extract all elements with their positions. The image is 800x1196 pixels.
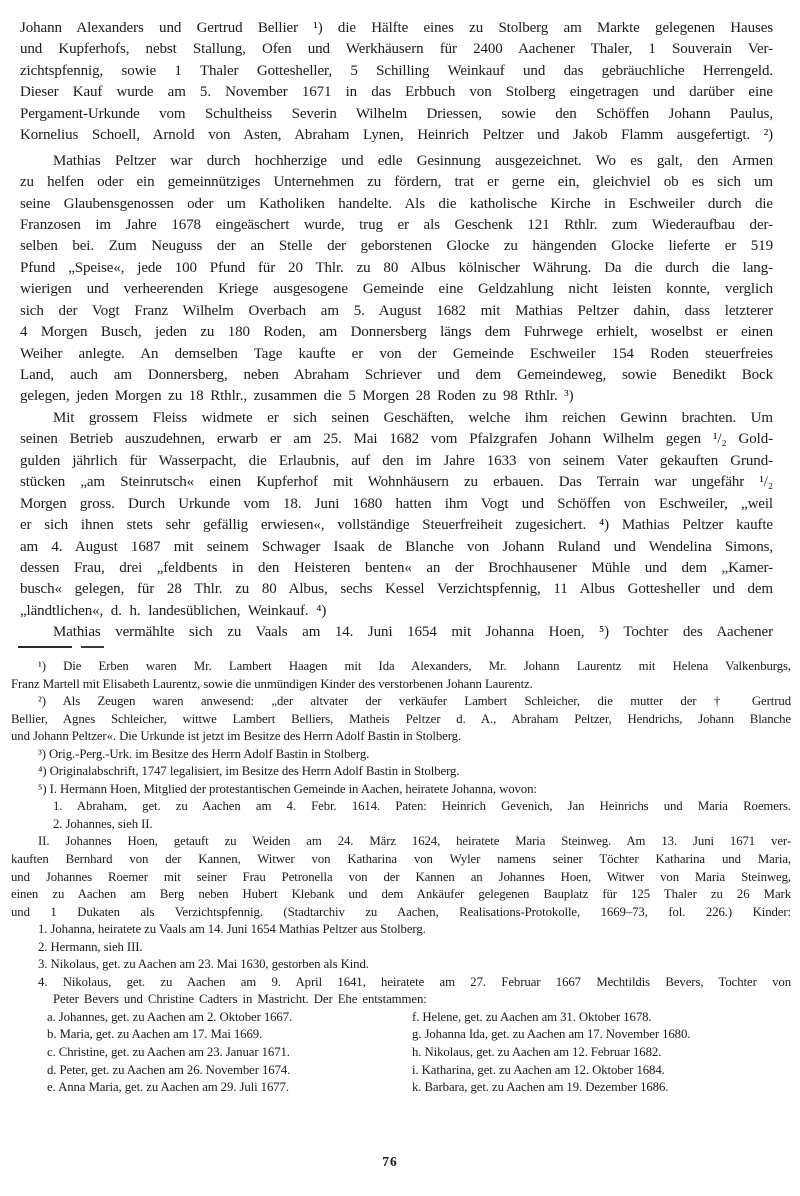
text-line: Weiher anlegte. An demselben Tage kaufte er von der Gemeinde Eschweiler 154 Roden steuerfreies (20, 345, 773, 362)
footnote-column-right: i. Katharina, get. zu Aachen am 12. Oktober 1684. (412, 1062, 665, 1077)
text-line: seinen Betrieb auszudehnen, erwarb er am 25. Mai 1682 vom Pfalzgrafen Johann Wilhelm gegen ¹/₂ Gold- (20, 431, 773, 448)
footnote-column-left: a. Johannes, get. zu Aachen am 2. Oktober 1667. (47, 1009, 293, 1024)
paragraph (20, 622, 773, 643)
text-line: Pergament-Urkunde vom Schultheiss Severin Wilhelm Driessen, sowie den Schöffen Johann Paulus, (20, 105, 773, 122)
footnote-column-row (11, 1044, 791, 1062)
footnote-column-right: h. Nikolaus, get. zu Aachen am 12. Februar 1682. (412, 1045, 662, 1060)
text-line: Johann Alexanders und Gertrud Bellier ¹) die Hälfte eines zu Stolberg am Markte gelegenen Hauses (20, 20, 773, 36)
footnote-line: und 1 Dukaten als Verzichtspfennig. (Stadtarchiv zu Aachen, Realisations-Protokolle, 1669–73, fol. 226.) Kinder: (11, 904, 791, 919)
text-line: gulden jährlich für Wasserpacht, die Erlaubnis, auf den im Jahre 1633 von seinem Vater gekauften Grund- (20, 452, 773, 469)
footnote-column-row (11, 1009, 791, 1027)
text-line: Mathias vermählte sich zu Vaals am 14. Juni 1654 mit Johanna Hoen, ⁵) Tochter des Aachener (53, 624, 773, 641)
footnote-line: 2. Hermann, sieh III. (38, 939, 143, 954)
footnote-column-row (11, 1026, 791, 1044)
footnote-line: ⁵) I. Hermann Hoen, Mitglied der protestantischen Gemeinde in Aachen, heiratete Johanna, wovon: (38, 781, 537, 796)
footnote-line: Bellier, Agnes Schleicher, wittwe Lambert Belliers, Matheis Peltzer d. A., Abraham Peltzer, Hendrichs, Johann Blanche (11, 711, 791, 726)
text-line: zu helfen oder ein gemeinnütziges Unternehmen zu fördern, trat er gerne ein, gleichviel ob es sich um (20, 174, 773, 191)
text-line: Dieser Kauf wurde am 5. November 1671 in das Erbbuch von Stolberg eingetragen und darüber eine (20, 84, 773, 101)
text-line: busch« gelegen, für 28 Thlr. zu 80 Albus, sechs Kessel Verzichtspfennig, 11 Albus Gottesheller und dem (20, 581, 773, 598)
footnote-column-right: f. Helene, get. zu Aachen am 31. Oktober 1678. (412, 1009, 652, 1024)
text-line: Mit grossem Fleiss widmete er sich seinen Geschäften, welche ihm reichen Gewinn brachten. Um (53, 409, 773, 426)
footnote-line: ¹) Die Erben waren Mr. Lambert Haagen mit Ida Alexanders, Mr. Johann Laurentz mit Helena Valkenburgs, (38, 659, 791, 673)
footnote-line: 4. Nikolaus, get. zu Aachen am 9. April 1641, heiratete am 27. Februar 1667 Mechtildis Bevers, Tochter von (38, 974, 791, 989)
footnote-line: einen zu Aachen am Berg neben Hubert Klebank und dem Ankäufer gelegenen Bauplatz für 125 Thaler zu 26 Mark (11, 887, 791, 902)
footnote-line: kauften Bernhard von der Kannen, Witwer von Katharina von Wyler namens seiner Töchter Katharina und Maria, (11, 852, 791, 867)
separator-rule-long (18, 646, 72, 648)
text-line: stücken „am Steinrutsch« einen Kupferhof mit Wohnhäusern zu erbauen. Das Terrain war ungefähr ¹/₂ (20, 474, 773, 491)
text-line: dessen Frau, drei „feldbents in den Heisteren benten« an der Brochhausener Mühle und dem „Kamer- (20, 559, 773, 576)
footnote-column-row (11, 1062, 791, 1080)
text-line: 4 Morgen Busch, jeden zu 180 Roden, am Donnersberg längs dem Fuhrwege erhielt, woselbst er einen (20, 324, 773, 341)
footnote-line: 1. Johanna, heiratete zu Vaals am 14. Juni 1654 Mathias Peltzer aus Stolberg. (38, 922, 426, 937)
footnote-line: 3. Nikolaus, get. zu Aachen am 23. Mai 1630, gestorben als Kind. (38, 957, 369, 972)
footnote-column-right: k. Barbara, get. zu Aachen am 19. Dezember 1686. (412, 1080, 669, 1095)
text-line: Franzosen im Jahre 1678 eingeäschert wurde, trug er als Geschenk 121 Rthlr. zum Wiederaufbau der- (20, 216, 773, 233)
text-line: Kornelius Schoell, Arnold von Asten, Abraham Lynen, Heinrich Peltzer und Jakob Flamm ausgefertigt. ²) (20, 127, 773, 144)
text-line: er sich ihnen stets sehr gefällig erwiesen«, vollständige Steuerfreiheit zugesichert. ⁴) Mathias Peltzer kaufte (20, 517, 773, 534)
text-line: „ländtlichen«, d. h. landesüblichen, Weinkauf. ⁴) (20, 602, 327, 619)
footnote-column-row (11, 1079, 791, 1097)
footnote-line: Peter Bevers und Christine Cadters in Mastricht. Der Ehe entstammen: (53, 992, 427, 1007)
footnote-line: ⁴) Originalabschrift, 1747 legalisiert, im Besitze des Herrn Adolf Bastin in Stolberg. (38, 764, 460, 779)
footnote-separator (18, 646, 104, 650)
footnote-line: 2. Johannes, sieh II. (53, 816, 153, 831)
page-number: 76 (382, 1154, 398, 1169)
text-line: selben bei. Zum Neuguss der an Stelle der geborstenen Glocke zu hängenden Glocke lieferte er 519 (20, 238, 773, 255)
footnote-line: II. Johannes Hoen, getauft zu Weiden am 24. März 1624, heiratete Maria Steinweg. Am 13. Juni 1671 ver- (38, 834, 791, 849)
text-line: und Kupferhofs, nebst Stallung, Ofen und Werkhäusern für 2400 Aachener Thaler, 1 Souverain Ver- (20, 41, 773, 58)
footnote-line: und Johannes Roemer mit seiner Frau Petronella von der Kannen an Johannes Hoen, Witwer von Maria Steinweg, (11, 869, 791, 884)
text-line: Mathias Peltzer war durch hochherzige und edle Gesinnung ausgezeichnet. Wo es galt, den Armen (53, 152, 773, 169)
paragraph (20, 18, 773, 147)
text-line: Pfund „Speise«, jede 100 Pfund für 20 Thlr. zu 80 Albus kölnischer Währung. Da die durch die lang- (20, 259, 773, 276)
footnote-column-left: b. Maria, get. zu Aachen am 17. Mai 1669. (47, 1027, 263, 1042)
footnote-column-left: e. Anna Maria, get. zu Aachen am 29. Juli 1677. (47, 1080, 289, 1095)
text-line: gelegen, jeden Morgen zu 18 Rthlr., zusammen die 5 Morgen 28 Roden zu 98 Rthlr. ³) (20, 388, 574, 405)
text-line: am 4. August 1687 mit seinem Schwager Isaak de Blanche von Johann Ruland und Wendelina Simons, (20, 538, 773, 555)
footnote-column-right: g. Johanna Ida, get. zu Aachen am 17. November 1680. (412, 1027, 691, 1042)
footnote-line: und Johann Peltzer«. Die Urkunde ist jetzt im Besitze des Herrn Adolf Bastin in Stolberg. (11, 729, 462, 744)
footnote-two-column-list (11, 1009, 791, 1097)
text-line: sich der Vogt Franz Wilhelm Overbach am 5. August 1682 mit Mathias Peltzer dahin, dass letzterer (20, 302, 773, 319)
text-line: wierigen und verheerenden Kriege ausgesogene Gemeinde eine Geldzahlung nicht leisten konnte, verglich (20, 281, 773, 298)
footnote-line: ²) Als Zeugen waren anwesend: „der altvater der verkäufer Lambert Schleicher, die mutter der † Gertrud (38, 694, 791, 709)
footnote-line: Franz Martell mit Elisabeth Laurentz, sowie die unmündigen Kinder des verstorbenen Johann Laurentz. (11, 676, 533, 691)
separator-rule-short (81, 646, 104, 648)
text-line: zichtspfennig, sowie 1 Thaler Gottesheller, 5 Schilling Weinkauf und das gebräuchliche Herrengeld. (20, 62, 773, 79)
footnote-column-left: d. Peter, get. zu Aachen am 26. November 1674. (47, 1062, 291, 1077)
body-text (20, 18, 773, 644)
text-line: Morgen gross. Durch Urkunde vom 18. Juni 1680 hatten ihm Vogt und Schöffen von Eschweiler, „weil (20, 495, 773, 512)
text-line: seine Glaubensgenossen oder um Katholiken handelte. Als die katholische Kirche in Eschweiler durch die (20, 195, 773, 212)
paragraph (20, 151, 773, 408)
footnote-column-left: c. Christine, get. zu Aachen am 23. Januar 1671. (47, 1045, 290, 1060)
footnote-line: ³) Orig.-Perg.-Urk. im Besitze des Herrn Adolf Bastin in Stolberg. (38, 746, 370, 761)
footnotes (11, 658, 791, 1097)
paragraph (20, 408, 773, 622)
text-line: Land, auch am Donnersberg, neben Abraham Schriever und dem Gemeindeweg, sowie Benedikt Bock (20, 367, 773, 383)
footnote-line: 1. Abraham, get. zu Aachen am 4. Febr. 1614. Paten: Heinrich Gevenich, Jan Heinrichs und Maria Roemers. (53, 799, 791, 814)
